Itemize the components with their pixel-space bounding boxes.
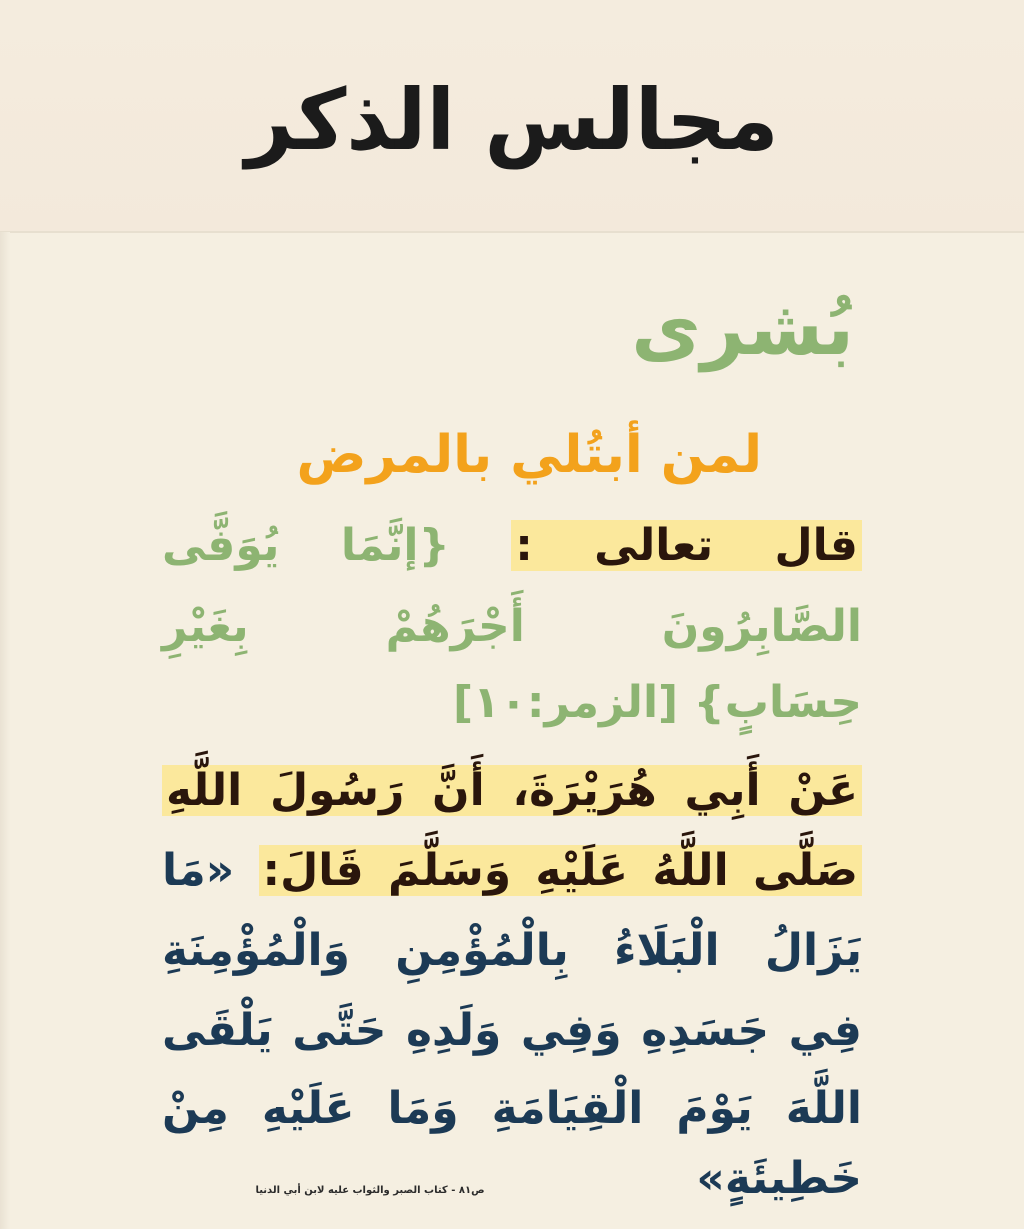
- source-reference: ص٨١ - كتاب الصبر والثواب عليه لابن أبي الدنيا: [255, 1185, 485, 1196]
- page-title: مجالس الذكر: [245, 71, 779, 169]
- hadith-line-4: فِي جَسَدِهِ وَفِي وَلَدِهِ حَتَّى يَلْقَى: [162, 1005, 862, 1056]
- verse-text-1: {إنَّمَا يُوَفَّى: [162, 520, 450, 571]
- hadith-text-2-rest: «مَا: [162, 845, 235, 896]
- hadith-line-3: يَزَالُ الْبَلَاءُ بِالْمُؤْمِنِ وَالْمُؤْمِنَةِ: [162, 925, 862, 976]
- hadith-text-1: عَنْ أَبِي هُرَيْرَةَ، أَنَّ رَسُولَ اللَّهِ: [162, 765, 862, 816]
- hadith-line-1: [162, 760, 862, 822]
- verse-line-2: الصَّابِرُونَ أَجْرَهُمْ بِغَيْرِ: [162, 601, 862, 652]
- verse-line-1: [162, 515, 862, 577]
- hadith-line-5: اللَّهَ يَوْمَ الْقِيَامَةِ وَمَا عَلَيْهِ مِنْ: [162, 1083, 862, 1134]
- content-title: بُشرى: [631, 283, 854, 372]
- page-edge-shadow: [0, 232, 10, 1229]
- content-subtitle: لمن أبتُلي بالمرض: [296, 425, 762, 485]
- hadith-text-2-highlight: صَلَّى اللَّهُ عَلَيْهِ وَسَلَّمَ قَالَ:: [259, 845, 862, 896]
- verse-line-3: حِسَابٍ} [الزمر:١٠]: [453, 677, 862, 728]
- hadith-line-2: [162, 840, 862, 902]
- header-divider: [0, 231, 1024, 233]
- hadith-line-6: خَطِيئَةٍ»: [696, 1153, 862, 1204]
- verse-intro: قال تعالى :: [511, 520, 862, 571]
